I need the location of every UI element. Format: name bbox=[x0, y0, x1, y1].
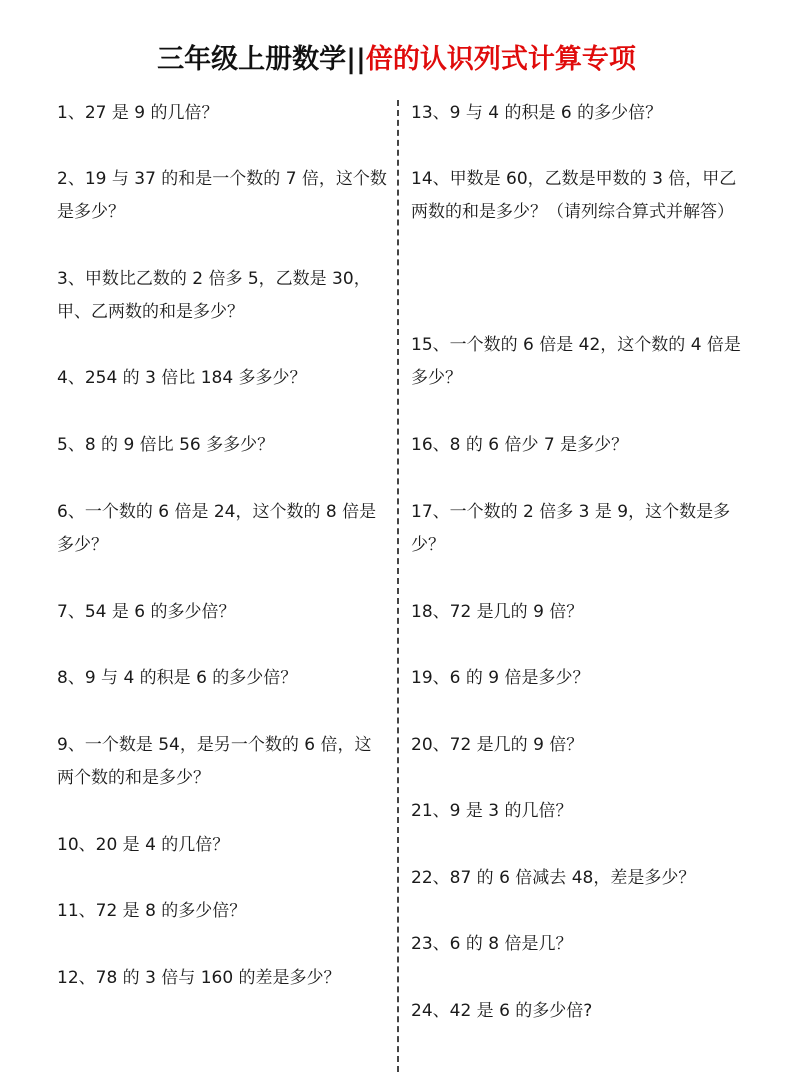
question-item: 9、一个数是 54，是另一个数的 6 倍，这两个数的和是多少？ bbox=[57, 735, 372, 788]
question-item: 24、42 是 6 的多少倍? bbox=[411, 1001, 593, 1021]
question-item: 22、87 的 6 倍减去 48，差是多少？ bbox=[411, 868, 696, 888]
question-item: 12、78 的 3 倍与 160 的差是多少？ bbox=[57, 968, 341, 988]
question-item: 16、8 的 6 倍少 7 是多少？ bbox=[411, 435, 629, 455]
question-item: 4、254 的 3 倍比 184 多多少？ bbox=[57, 368, 307, 388]
page-title bbox=[0, 40, 793, 80]
question-item: 17、一个数的 2 倍多 3 是 9，这个数是多少？ bbox=[411, 502, 731, 555]
question-item: 19、6 的 9 倍是多少？ bbox=[411, 668, 590, 688]
question-item: 7、54 是 6 的多少倍？ bbox=[57, 602, 236, 622]
question-item: 6、一个数的 6 倍是 24，这个数的 8 倍是多少？ bbox=[57, 502, 377, 555]
question-item: 21、9 是 3 的几倍？ bbox=[411, 801, 573, 821]
question-item: 13、9 与 4 的积是 6 的多少倍？ bbox=[411, 103, 663, 123]
question-item: 23、6 的 8 倍是几？ bbox=[411, 934, 573, 954]
title-topic-part: 倍的认识列式计算专项 bbox=[365, 44, 636, 75]
question-item: 18、72 是几的 9 倍？ bbox=[411, 602, 584, 622]
question-item: 15、一个数的 6 倍是 42，这个数的 4 倍是多少？ bbox=[411, 335, 741, 388]
question-item: 5、8 的 9 倍比 56 多多少？ bbox=[57, 435, 275, 455]
title-grade-part: 三年级上册数学|| bbox=[157, 44, 366, 75]
question-item: 20、72 是几的 9 倍？ bbox=[411, 735, 584, 755]
column-divider bbox=[397, 100, 399, 1072]
question-item: 10、20 是 4 的几倍？ bbox=[57, 835, 230, 855]
question-item: 8、9 与 4 的积是 6 的多少倍？ bbox=[57, 668, 298, 688]
question-item: 14、甲数是 60，乙数是甲数的 3 倍，甲乙两数的和是多少？（请列综合算式并解答） bbox=[411, 169, 737, 222]
question-item: 11、72 是 8 的多少倍？ bbox=[57, 901, 247, 921]
question-item: 1、27 是 9 的几倍？ bbox=[57, 103, 219, 123]
question-item: 2、19 与 37 的和是一个数的 7 倍，这个数是多少？ bbox=[57, 169, 387, 222]
question-item: 3、甲数比乙数的 2 倍多 5，乙数是 30，甲、乙两数的和是多少？ bbox=[57, 269, 371, 322]
